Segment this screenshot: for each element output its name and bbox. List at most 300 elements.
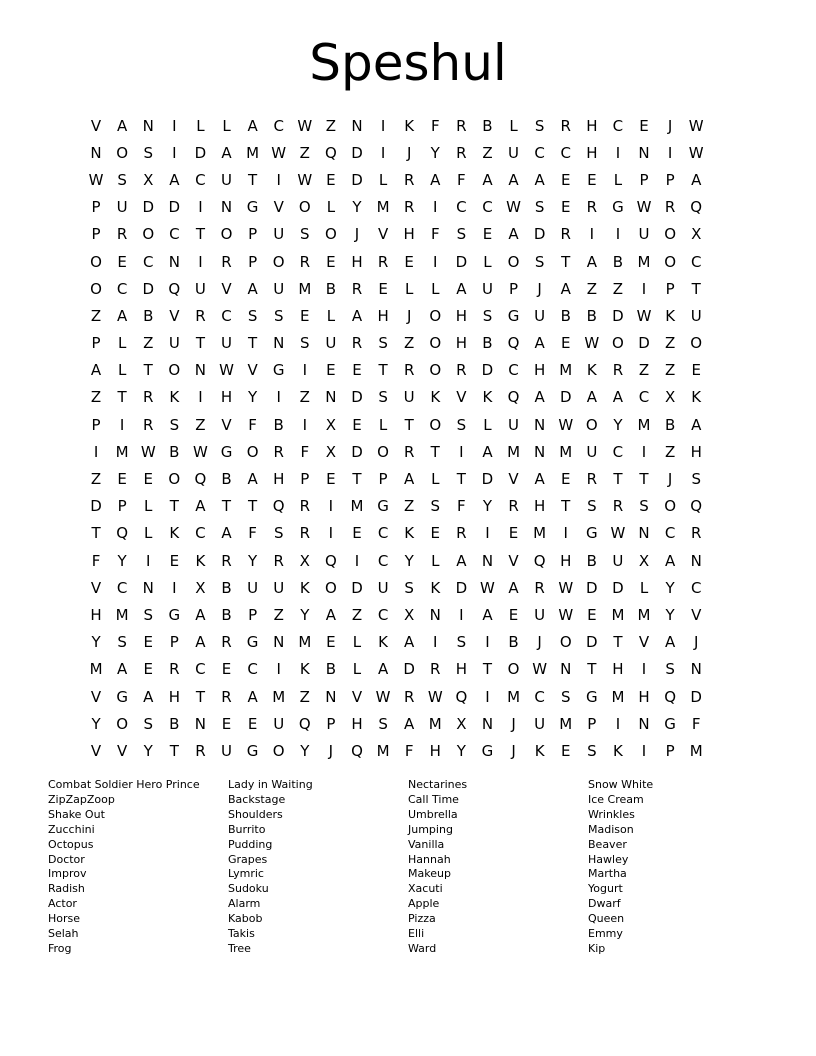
grid-letter: L xyxy=(326,198,336,217)
word-bank-item: Queen xyxy=(588,912,625,926)
grid-letter: E xyxy=(691,361,701,380)
grid-letter: B xyxy=(143,306,154,325)
grid-letter: G xyxy=(116,687,128,706)
grid-letter: E xyxy=(508,605,519,624)
grid-letter: I xyxy=(302,361,308,380)
grid-row xyxy=(83,520,709,547)
grid-letter: R xyxy=(299,497,311,516)
grid-letter: F xyxy=(457,497,466,516)
grid-letter: X xyxy=(691,225,702,244)
grid-letter: A xyxy=(560,279,571,298)
grid-letter: M xyxy=(246,143,260,162)
word-bank-item: Kip xyxy=(588,941,606,955)
grid-row xyxy=(83,139,709,166)
grid-letter: C xyxy=(638,388,650,407)
grid-letter: C xyxy=(377,524,389,543)
grid-letter: C xyxy=(560,143,571,162)
grid-letter: O xyxy=(142,225,155,244)
grid-letter: Z xyxy=(586,279,597,298)
grid-letter: J xyxy=(667,470,673,489)
grid-letter: Y xyxy=(91,714,101,733)
grid-letter: E xyxy=(143,470,153,489)
grid-letter: L xyxy=(431,470,440,489)
grid-letter: H xyxy=(455,334,467,353)
grid-row xyxy=(83,465,709,492)
grid-letter: R xyxy=(299,252,311,271)
grid-letter: R xyxy=(273,551,284,570)
grid-letter: D xyxy=(586,578,598,597)
grid-letter: Y xyxy=(248,551,258,570)
page-title: Speshul xyxy=(309,34,507,92)
grid-letter: I xyxy=(328,524,334,543)
grid-row xyxy=(83,302,709,329)
grid-letter: W xyxy=(297,116,313,135)
grid-letter: I xyxy=(615,225,621,244)
grid-letter: E xyxy=(169,551,180,570)
grid-letter: S xyxy=(691,470,701,489)
grid-row xyxy=(83,112,709,139)
grid-letter: X xyxy=(664,388,676,407)
grid-letter: P xyxy=(300,470,310,489)
grid-letter: Q xyxy=(298,714,311,733)
word-bank-item: Horse xyxy=(48,912,81,926)
grid-letter: M xyxy=(428,714,442,733)
grid-letter: I xyxy=(172,143,177,162)
grid-letter: J xyxy=(406,143,412,162)
grid-letter: P xyxy=(91,225,101,244)
grid-letter: S xyxy=(169,415,180,434)
grid-letter: H xyxy=(220,388,233,407)
grid-letter: M xyxy=(115,442,129,461)
grid-letter: O xyxy=(429,334,442,353)
grid-letter: W xyxy=(688,143,704,162)
grid-letter: Z xyxy=(325,116,337,135)
word-bank-item: Doctor xyxy=(48,852,85,866)
grid-row xyxy=(83,438,709,465)
grid-letter: N xyxy=(534,415,546,434)
grid-letter: P xyxy=(639,170,649,189)
grid-letter: H xyxy=(638,687,650,706)
grid-letter: E xyxy=(560,334,571,353)
grid-letter: K xyxy=(299,660,310,679)
grid-letter: X xyxy=(638,551,650,570)
grid-letter: C xyxy=(221,306,232,325)
grid-letter: M xyxy=(559,361,573,380)
word-bank-item: Vanilla xyxy=(408,837,445,851)
grid-letter: Y xyxy=(91,633,101,652)
grid-letter: S xyxy=(273,524,284,543)
grid-letter: W xyxy=(688,116,704,135)
grid-letter: P xyxy=(91,415,101,434)
word-bank-item: ZipZapZoop xyxy=(48,792,115,806)
grid-letter: Z xyxy=(299,687,310,706)
grid-letter: A xyxy=(247,470,258,489)
grid-letter: T xyxy=(639,470,649,489)
grid-row xyxy=(83,737,709,764)
grid-letter: Y xyxy=(352,198,362,217)
grid-letter: U xyxy=(273,279,285,298)
grid-letter: I xyxy=(198,198,203,217)
grid-letter: X xyxy=(404,605,415,624)
grid-letter: Z xyxy=(90,388,102,407)
grid-letter: U xyxy=(168,334,180,353)
grid-letter: W xyxy=(375,687,391,706)
grid-letter: P xyxy=(248,225,258,244)
grid-letter: S xyxy=(639,497,649,516)
grid-letter: E xyxy=(560,170,571,189)
grid-letter: A xyxy=(377,660,389,679)
grid-letter: R xyxy=(299,524,311,543)
grid-letter: R xyxy=(116,225,128,244)
word-bank-item: Xacuti xyxy=(408,882,443,896)
grid-letter: U xyxy=(273,225,285,244)
word-bank-item: Madison xyxy=(588,822,634,836)
grid-letter: A xyxy=(534,170,545,189)
grid-letter: U xyxy=(534,605,546,624)
grid-letter: L xyxy=(613,170,623,189)
grid-letter: H xyxy=(455,306,467,325)
grid-letter: Q xyxy=(272,497,285,516)
grid-letter: H xyxy=(273,470,285,489)
grid-letter: B xyxy=(325,660,337,679)
grid-letter: W xyxy=(427,687,443,706)
grid-letter: C xyxy=(195,170,206,189)
grid-letter: R xyxy=(143,415,154,434)
grid-letter: N xyxy=(429,605,441,624)
grid-letter: V xyxy=(247,361,258,380)
grid-letter: N xyxy=(560,660,572,679)
grid-letter: Y xyxy=(665,605,675,624)
grid-letter: S xyxy=(143,605,153,624)
grid-letter: E xyxy=(482,225,493,244)
grid-letter: B xyxy=(325,279,337,298)
grid-letter: Z xyxy=(299,388,310,407)
grid-letter: Q xyxy=(507,334,520,353)
grid-letter: H xyxy=(90,605,102,624)
grid-letter: B xyxy=(482,116,493,135)
grid-letter: S xyxy=(430,497,441,516)
grid-letter: Y xyxy=(117,551,127,570)
word-bank-item: Umbrella xyxy=(408,807,458,821)
grid-letter: N xyxy=(690,551,702,570)
grid-letter: S xyxy=(404,578,414,597)
grid-letter: M xyxy=(115,605,129,624)
grid-letter: E xyxy=(587,605,597,624)
grid-letter: V xyxy=(351,687,363,706)
grid-row xyxy=(83,493,709,520)
grid-letter: K xyxy=(404,116,415,135)
word-bank-item: Ice Cream xyxy=(588,792,644,806)
grid-letter: Y xyxy=(613,415,623,434)
grid-letter: K xyxy=(195,551,206,570)
grid-letter: D xyxy=(351,388,363,407)
grid-letter: E xyxy=(326,170,336,189)
grid-letter: N xyxy=(638,143,650,162)
grid-letter: M xyxy=(376,741,390,760)
grid-letter: F xyxy=(300,442,310,461)
grid-letter: D xyxy=(351,170,363,189)
grid-letter: A xyxy=(351,306,363,325)
grid-letter: P xyxy=(326,714,336,733)
grid-letter: I xyxy=(615,143,621,162)
grid-letter: S xyxy=(117,633,127,652)
grid-letter: R xyxy=(508,497,519,516)
grid-letter: O xyxy=(507,660,520,679)
grid-letter: E xyxy=(326,470,336,489)
grid-letter: O xyxy=(559,633,572,652)
grid-letter: A xyxy=(404,470,415,489)
grid-letter: Z xyxy=(351,605,363,624)
grid-letter: C xyxy=(456,198,467,217)
grid-letter: M xyxy=(533,524,547,543)
grid-letter: W xyxy=(219,361,234,380)
grid-letter: G xyxy=(168,605,181,624)
grid-letter: O xyxy=(377,442,389,461)
grid-letter: I xyxy=(485,524,490,543)
grid-letter: V xyxy=(508,551,519,570)
grid-letter: I xyxy=(667,143,673,162)
grid-letter: E xyxy=(247,714,258,733)
grid-letter: A xyxy=(117,660,128,679)
word-bank-item: Sudoku xyxy=(228,882,269,896)
grid-letter: G xyxy=(586,524,598,543)
grid-letter: P xyxy=(117,497,127,516)
grid-letter: A xyxy=(325,605,337,624)
word-bank-item: Kabob xyxy=(228,912,263,926)
grid-letter: I xyxy=(172,578,177,597)
grid-letter: T xyxy=(613,633,623,652)
grid-letter: C xyxy=(534,143,545,162)
grid-letter: U xyxy=(247,578,259,597)
grid-letter: L xyxy=(117,361,127,380)
grid-letter: A xyxy=(117,116,128,135)
word-bank-column xyxy=(48,778,200,957)
grid-letter: R xyxy=(273,442,284,461)
word-bank-item: Hannah xyxy=(408,852,451,866)
grid-letter: T xyxy=(248,170,258,189)
grid-letter: O xyxy=(585,415,598,434)
word-bank-item: Shake Out xyxy=(48,807,105,821)
grid-letter: N xyxy=(481,714,494,733)
grid-letter: R xyxy=(403,442,415,461)
grid-letter: I xyxy=(485,633,490,652)
grid-letter: R xyxy=(221,633,232,652)
grid-letter: F xyxy=(248,524,257,543)
grid-letter: A xyxy=(691,170,702,189)
grid-row xyxy=(83,656,709,683)
grid-letter: O xyxy=(246,442,259,461)
grid-letter: I xyxy=(641,279,647,298)
grid-letter: N xyxy=(481,551,494,570)
grid-letter: E xyxy=(221,660,232,679)
grid-letter: P xyxy=(248,252,258,271)
grid-letter: S xyxy=(587,497,597,516)
grid-letter: A xyxy=(90,361,102,380)
grid-letter: E xyxy=(326,633,336,652)
grid-letter: L xyxy=(404,279,414,298)
grid-letter: R xyxy=(430,660,441,679)
grid-letter: S xyxy=(117,170,127,189)
grid-letter: R xyxy=(456,361,467,380)
grid-letter: I xyxy=(433,198,438,217)
grid-letter: U xyxy=(273,578,285,597)
grid-letter: B xyxy=(586,306,597,325)
grid-letter: D xyxy=(533,225,546,244)
grid-letter: O xyxy=(90,279,102,298)
grid-letter: I xyxy=(641,741,647,760)
grid-letter: H xyxy=(586,143,598,162)
grid-row xyxy=(83,411,709,438)
grid-letter: W xyxy=(636,198,652,217)
grid-letter: C xyxy=(195,660,206,679)
grid-letter: K xyxy=(586,361,597,380)
grid-letter: N xyxy=(273,334,285,353)
grid-letter: O xyxy=(272,741,285,760)
grid-letter: G xyxy=(481,741,494,760)
grid-letter: U xyxy=(194,279,206,298)
grid-letter: O xyxy=(324,578,337,597)
grid-letter: O xyxy=(664,252,677,271)
grid-letter: M xyxy=(689,741,703,760)
grid-letter: U xyxy=(403,388,415,407)
word-bank-item: Actor xyxy=(48,897,77,911)
grid-letter: O xyxy=(298,198,311,217)
grid-letter: S xyxy=(143,143,153,162)
grid-letter: U xyxy=(377,578,389,597)
grid-letter: C xyxy=(142,252,154,271)
grid-letter: G xyxy=(586,687,598,706)
grid-letter: L xyxy=(483,415,492,434)
grid-letter: O xyxy=(116,714,129,733)
grid-letter: O xyxy=(429,306,442,325)
grid-letter: G xyxy=(377,497,389,516)
grid-letter: Z xyxy=(612,279,624,298)
grid-letter: Z xyxy=(404,497,415,516)
grid-letter: A xyxy=(482,442,493,461)
word-bank-item: Alarm xyxy=(228,897,261,911)
grid-letter: T xyxy=(195,334,205,353)
grid-letter: P xyxy=(665,170,675,189)
grid-letter: R xyxy=(456,116,467,135)
grid-letter: Z xyxy=(638,361,650,380)
grid-letter: I xyxy=(172,116,177,135)
grid-letter: R xyxy=(586,198,598,217)
grid-letter: J xyxy=(406,306,412,325)
grid-letter: M xyxy=(350,497,364,516)
grid-letter: T xyxy=(587,660,597,679)
grid-letter: R xyxy=(403,170,415,189)
grid-letter: L xyxy=(352,660,362,679)
word-bank-item: Shoulders xyxy=(228,807,283,821)
grid-letter: S xyxy=(273,306,284,325)
grid-letter: A xyxy=(247,279,258,298)
grid-letter: A xyxy=(586,388,597,407)
grid-letter: A xyxy=(456,279,467,298)
grid-letter: V xyxy=(273,198,284,217)
grid-letter: W xyxy=(506,198,521,217)
word-bank-item: Elli xyxy=(408,927,425,941)
grid-letter: E xyxy=(508,524,519,543)
grid-letter: J xyxy=(354,225,360,244)
word-bank-item: Pudding xyxy=(228,837,273,851)
grid-letter: U xyxy=(586,442,598,461)
grid-letter: R xyxy=(221,252,232,271)
grid-letter: B xyxy=(221,605,232,624)
grid-letter: C xyxy=(116,279,128,298)
grid-letter: I xyxy=(302,415,308,434)
word-bank-item: Selah xyxy=(48,927,79,941)
grid-letter: F xyxy=(691,714,701,733)
grid-letter: F xyxy=(430,116,440,135)
grid-letter: R xyxy=(456,524,467,543)
grid-letter: G xyxy=(246,741,259,760)
grid-letter: D xyxy=(455,578,468,597)
grid-letter: H xyxy=(377,306,389,325)
grid-letter: D xyxy=(351,143,363,162)
grid-letter: E xyxy=(352,361,362,380)
grid-letter: A xyxy=(195,605,206,624)
grid-letter: N xyxy=(690,660,702,679)
grid-letter: M xyxy=(611,687,625,706)
grid-letter: R xyxy=(169,660,180,679)
grid-row xyxy=(83,248,709,275)
grid-letter: H xyxy=(351,252,363,271)
grid-letter: C xyxy=(247,660,258,679)
grid-letter: O xyxy=(116,143,129,162)
grid-letter: S xyxy=(378,388,388,407)
grid-letter: T xyxy=(456,470,466,489)
grid-letter: M xyxy=(559,442,573,461)
grid-letter: P xyxy=(91,334,101,353)
grid-letter: J xyxy=(667,116,673,135)
word-bank-item: Backstage xyxy=(228,792,286,806)
grid-letter: S xyxy=(482,306,493,325)
grid-letter: E xyxy=(587,170,597,189)
grid-letter: W xyxy=(532,660,548,679)
grid-letter: E xyxy=(430,524,440,543)
grid-letter: M xyxy=(637,252,651,271)
grid-letter: M xyxy=(89,660,103,679)
grid-row xyxy=(83,194,709,221)
grid-letter: I xyxy=(380,143,386,162)
grid-letter: E xyxy=(326,361,336,380)
grid-letter: K xyxy=(299,578,310,597)
grid-letter: L xyxy=(378,415,388,434)
grid-letter: F xyxy=(248,415,257,434)
grid-letter: I xyxy=(433,252,438,271)
grid-letter: W xyxy=(558,605,574,624)
grid-letter: Z xyxy=(482,143,493,162)
grid-letter: Y xyxy=(456,741,466,760)
grid-row xyxy=(83,221,709,248)
word-bank-item: Apple xyxy=(408,897,440,911)
grid-letter: E xyxy=(326,252,336,271)
word-bank-item: Dwarf xyxy=(588,897,621,911)
grid-letter: C xyxy=(482,198,493,217)
grid-letter: I xyxy=(459,442,464,461)
grid-letter: Z xyxy=(90,470,102,489)
grid-letter: I xyxy=(276,660,281,679)
grid-letter: G xyxy=(272,361,285,380)
word-bank-item: Grapes xyxy=(228,852,268,866)
grid-letter: T xyxy=(561,252,571,271)
grid-letter: M xyxy=(611,605,625,624)
grid-letter: R xyxy=(560,225,571,244)
grid-letter: I xyxy=(380,116,386,135)
grid-letter: T xyxy=(195,225,205,244)
grid-letter: T xyxy=(561,497,571,516)
grid-letter: P xyxy=(248,605,258,624)
